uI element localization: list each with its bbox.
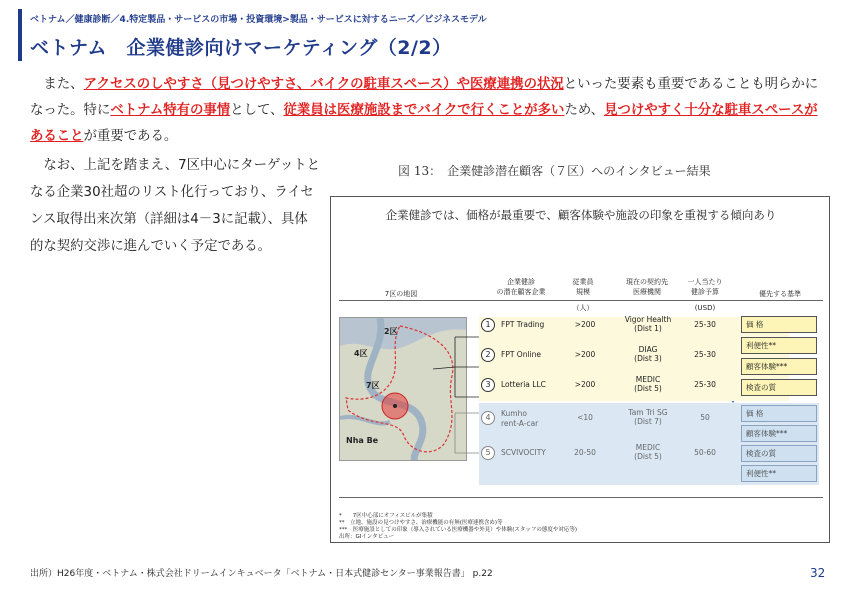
- current-clinic: DIAG (Dist 3): [634, 345, 662, 363]
- budget-per-person: 50-60: [694, 448, 716, 457]
- current-clinic: Tam Tri SG (Dist 7): [628, 408, 668, 426]
- company-name: FPT Trading: [501, 320, 545, 329]
- col-header-budget: 一人当たり 健診予算: [687, 278, 723, 296]
- company-name: FPT Online: [501, 350, 541, 359]
- row-number: 5: [481, 446, 495, 460]
- row-number: 4: [481, 411, 495, 425]
- highlight-text: ベトナム特有の事情: [110, 103, 231, 118]
- breadcrumb: ベトナム／健康診断／4.特定製品・サービスの市場・投資環境>製品・サービスに対するニーズ／ビジネスモデル: [30, 15, 487, 25]
- company-size: >200: [574, 350, 596, 359]
- company-name: Kumho rent-A-car: [501, 409, 539, 428]
- row-number: 3: [481, 378, 495, 392]
- note-line: *** 医療施設としての印象（導入されている医療機器や外見）や体験(スタッフの態度や対応等): [339, 527, 578, 533]
- priority-item: 価 格: [741, 405, 817, 422]
- paragraph-main: [30, 72, 830, 150]
- figure-headline: 企業健診では、価格が最重要で、顧客体験や施設の印象を重視する傾向あり: [385, 208, 777, 222]
- col-header-employees: 従業員 規模: [572, 278, 594, 296]
- highlight-text: 見つけやすく十分な駐車スペースがあること: [30, 103, 818, 144]
- priority-item: 価 格: [741, 316, 817, 333]
- budget-per-person: 25-30: [694, 380, 716, 389]
- company-name: Lotteria LLC: [501, 380, 546, 389]
- note-line: 出所：GIインタビュー: [339, 534, 395, 540]
- current-clinic: MEDIC (Dist 5): [634, 443, 662, 461]
- notes-divider: [339, 497, 823, 498]
- figure-caption: 図 13： 企業健診潜在顧客（７区）へのインタビュー結果: [398, 164, 711, 178]
- note-line: * 7区中心部にオフィスビルが集積: [339, 513, 433, 519]
- note-line: ** 立地、施設の見つけやすさ、治療機能の有無(医療連携含め)等: [339, 520, 503, 526]
- body-text: といった要素も重要であることも明らかになった。特に: [30, 77, 819, 118]
- body-text: ため、: [564, 103, 605, 118]
- map-label-d7: 7区: [366, 381, 380, 390]
- highlight-text: アクセスのしやすさ（見つけやすさ、バイクの駐車スペース）や医療連携の状況: [83, 77, 564, 92]
- body-text: また、: [30, 77, 84, 92]
- body-text: が重要である。: [83, 129, 178, 144]
- priority-item: 検査の質: [741, 445, 817, 462]
- source-citation: 出所）H26年度・ベトナム・株式会社ドリームインキュベータ「ベトナム・日本式健診センター事業報告書」 p.22: [30, 569, 493, 579]
- page-number: 32: [810, 566, 826, 580]
- row-number: 1: [481, 318, 495, 332]
- col-header-priority: 優先する基準: [759, 290, 801, 298]
- budget-per-person: 25-30: [694, 350, 716, 359]
- current-clinic: MEDIC (Dist 5): [634, 375, 662, 393]
- map-label-d4: 4区: [354, 349, 368, 358]
- company-name: SCVIVOCITY: [501, 448, 546, 457]
- priority-item: 利便性**: [741, 337, 817, 354]
- row-number: 2: [481, 348, 495, 362]
- priority-item: 検査の質: [741, 379, 817, 396]
- col-header-company: 企業健診 の潜在顧客企業: [496, 278, 546, 296]
- interview-figure: [330, 196, 830, 543]
- company-size: 20-50: [574, 448, 596, 457]
- col-header-map: 7区の地図: [384, 290, 418, 298]
- map-label-nhabe: Nha Be: [346, 436, 379, 445]
- figure-notes: [339, 513, 577, 541]
- priority-item: 利便性**: [741, 465, 817, 482]
- map-label-d2: 2区: [384, 327, 398, 336]
- company-size: >200: [574, 320, 596, 329]
- highlight-text: 従業員は医療施設までバイクで行くことが多い: [283, 103, 565, 118]
- page-title: ベトナム 企業健診向けマーケティング（2/2）: [30, 37, 452, 59]
- paragraph-plan: なお、上記を踏まえ、7区中心にターゲットとなる企業30社超のリスト化行っており、ライセンス取得出来次第（詳細は4－3に記載）、具体的な契約交渉に進んでいく予定である。: [30, 158, 320, 254]
- title-accent-bar: [18, 9, 22, 61]
- budget-per-person: 50: [700, 413, 710, 422]
- company-size: <10: [577, 413, 593, 422]
- col-header-clinic: 現在の契約先 医療機関: [626, 278, 668, 296]
- current-clinic: Vigor Health (Dist 1): [624, 315, 672, 333]
- company-size: >200: [574, 380, 596, 389]
- priority-item: 顧客体験***: [741, 425, 817, 442]
- col-header-employees-unit: （人）: [572, 304, 594, 312]
- col-header-budget-unit: (USD): [694, 304, 716, 312]
- budget-per-person: 25-30: [694, 320, 716, 329]
- priority-item: 顧客体験***: [741, 358, 817, 375]
- body-text: として、: [230, 103, 284, 118]
